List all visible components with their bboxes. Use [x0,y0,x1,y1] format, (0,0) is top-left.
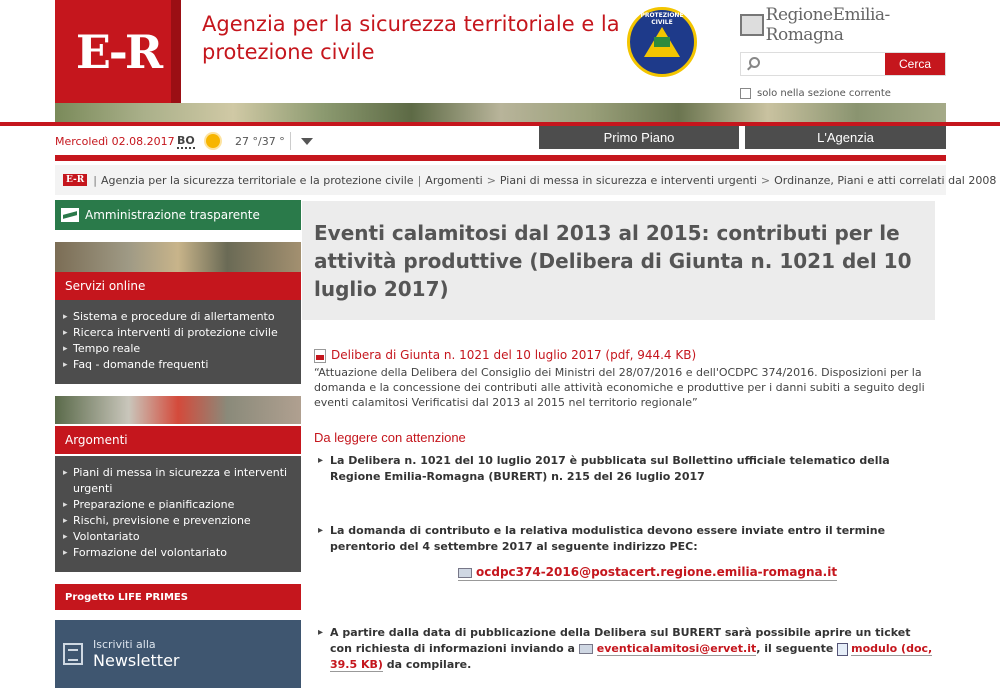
attention-heading: Da leggere con attenzione [314,430,466,445]
info-bar [0,126,1000,156]
header-photo-strip [55,103,946,122]
title-box [302,201,935,320]
divider [290,132,291,150]
scope-option [740,88,891,99]
page-title: Eventi calamitosi dal 2013 al 2015: contributi per le attività produttive (Delibera di Giunta n. 1021 del 10 luglio 2017) [314,221,912,301]
bullet-ticket [314,625,936,673]
newsletter-small: Iscriviti alla [93,637,156,651]
admin-label: Amministrazione trasparente [85,208,260,222]
newsletter-text [93,638,180,671]
breadcrumb [55,165,997,195]
breadcrumb-separator: > [486,173,496,187]
ticket-text-b: , il seguente [756,642,838,655]
argomenti-list [55,456,301,572]
services-photo [55,242,301,272]
breadcrumb-logo[interactable]: E-R [63,174,87,186]
breadcrumb-separator: > [760,173,771,187]
mail-icon [458,568,472,578]
agency-title[interactable]: Agenzia per la sicurezza territoriale e la protezione civile [202,12,620,64]
sidebar-item-preparazione[interactable]: ▸ Preparazione e pianificazione [63,497,301,513]
badge-text: PROTEZIONE CIVILE [640,12,684,26]
ervet-email-link[interactable]: eventicalamitosi@ervet.it [596,642,757,655]
region-logo[interactable] [740,5,946,45]
newsletter-icon [63,643,83,665]
search-icon [749,57,760,68]
delibera-description: “Attuazione della Delibera del Consiglio dei Ministri del 28/07/2016 e dell'OCDPC 374/2016. Disposizioni per la domanda e la concessione dei contributi alle attività economiche e produttive per i danni subiti a seguito degli eventi calamitosi Verificatisi dal 2013 al 2015 nel territorio regionale” [314,366,925,409]
ticket-text-c: da compilare. [382,658,472,671]
breadcrumb-separator: | [93,173,97,187]
sidebar-admin-link[interactable] [55,200,301,230]
sidebar-item-piani[interactable]: ▸ Piani di messa in sicurezza e interventi urgenti [63,465,301,497]
scope-label: solo nella sezione corrente [757,88,891,99]
region-logo-text: RegioneEmilia-Romagna [765,5,890,45]
chevron-down-icon[interactable] [301,138,313,145]
life-primes-link[interactable]: Progetto LIFE PRIMES [55,584,301,610]
search-button[interactable]: Cerca [885,53,945,75]
city-abbr[interactable]: BO [177,134,195,147]
bullet-domanda: ▸ La domanda di contributo e la relativa modulistica devono essere inviate entro il termine perentorio del 4 settembre 2017 al seguente indirizzo PEC: [314,523,936,555]
search-box [740,52,946,76]
current-date: Mercoledì 02.08.2017 [55,135,175,148]
servizi-list [55,300,301,384]
sidebar-item-formazione[interactable]: ▸ Formazione del volontariato [63,545,301,561]
protezione-civile-logo[interactable] [627,7,697,77]
sidebar-item-volontariato[interactable]: ▸ Volontariato [63,529,301,545]
bullet-burert: ▸ La Delibera n. 1021 del 10 luglio 2017 è pubblicata sul Bollettino ufficiale telematico della Regione Emilia-Romagna (BURERT) n. 215 del 26 luglio 2017 [314,453,936,485]
sidebar-item-allertamento[interactable]: ▸ Sistema e procedure di allertamento [63,309,301,325]
sidebar-item-ricerca[interactable]: ▸ Ricerca interventi di protezione civile [63,325,301,341]
breadcrumb-item-argomenti[interactable]: Argomenti [425,173,483,187]
tab-primo-piano[interactable]: Primo Piano [539,126,739,149]
main-content [314,348,936,673]
newsletter-signup[interactable] [55,620,301,688]
delibera-link-text: Delibera di Giunta n. 1021 del 10 luglio 2017 (pdf, 944.4 KB) [331,348,697,362]
temperature: 27 °/37 ° [235,135,285,148]
breadcrumb-item-piani[interactable]: Piani di messa in sicurezza e interventi urgenti [499,173,757,187]
argomenti-photo [55,396,301,424]
sidebar-item-tempo-reale[interactable]: ▸ Tempo reale [63,341,301,357]
pdf-icon [314,349,326,363]
scope-checkbox[interactable] [740,88,751,99]
servizi-heading[interactable]: Servizi online [55,272,301,300]
search-input[interactable] [767,55,883,73]
admin-icon [61,208,79,222]
tab-agenzia[interactable]: L'Agenzia [745,126,946,149]
modulo-doc-link[interactable]: modulo (doc, 39.5 KB) [330,642,933,671]
pec-email-text: ocdpc374-2016@postacert.regione.emilia-romagna.it [476,565,838,579]
delibera-pdf-link[interactable] [314,348,936,363]
pec-email-link[interactable] [458,565,837,581]
doc-icon [837,643,848,656]
ticket-text-a: A partire dalla data di pubblicazione della Delibera sul BURERT sarà possibile aprire un ticket con richiesta di informazioni inviando a [330,626,911,655]
triangle-icon [644,27,680,57]
er-logo[interactable]: E-R [55,0,181,103]
nav-divider [55,155,946,161]
breadcrumb-item-ordinanze[interactable]: Ordinanze, Piani e atti correlati dal 2008 [774,173,997,187]
sidebar-item-faq[interactable]: ▸ Faq - domande frequenti [63,357,301,373]
argomenti-heading[interactable]: Argomenti [55,426,301,454]
breadcrumb-separator: | [417,173,422,187]
sun-icon [206,134,220,148]
mail-icon [579,644,593,654]
newsletter-big: Newsletter [93,650,180,670]
header [0,0,1000,122]
region-mark-icon [740,14,764,36]
sidebar-item-rischi[interactable]: ▸ Rischi, previsione e prevenzione [63,513,301,529]
breadcrumb-item-agency[interactable]: Agenzia per la sicurezza territoriale e la protezione civile [100,173,414,187]
